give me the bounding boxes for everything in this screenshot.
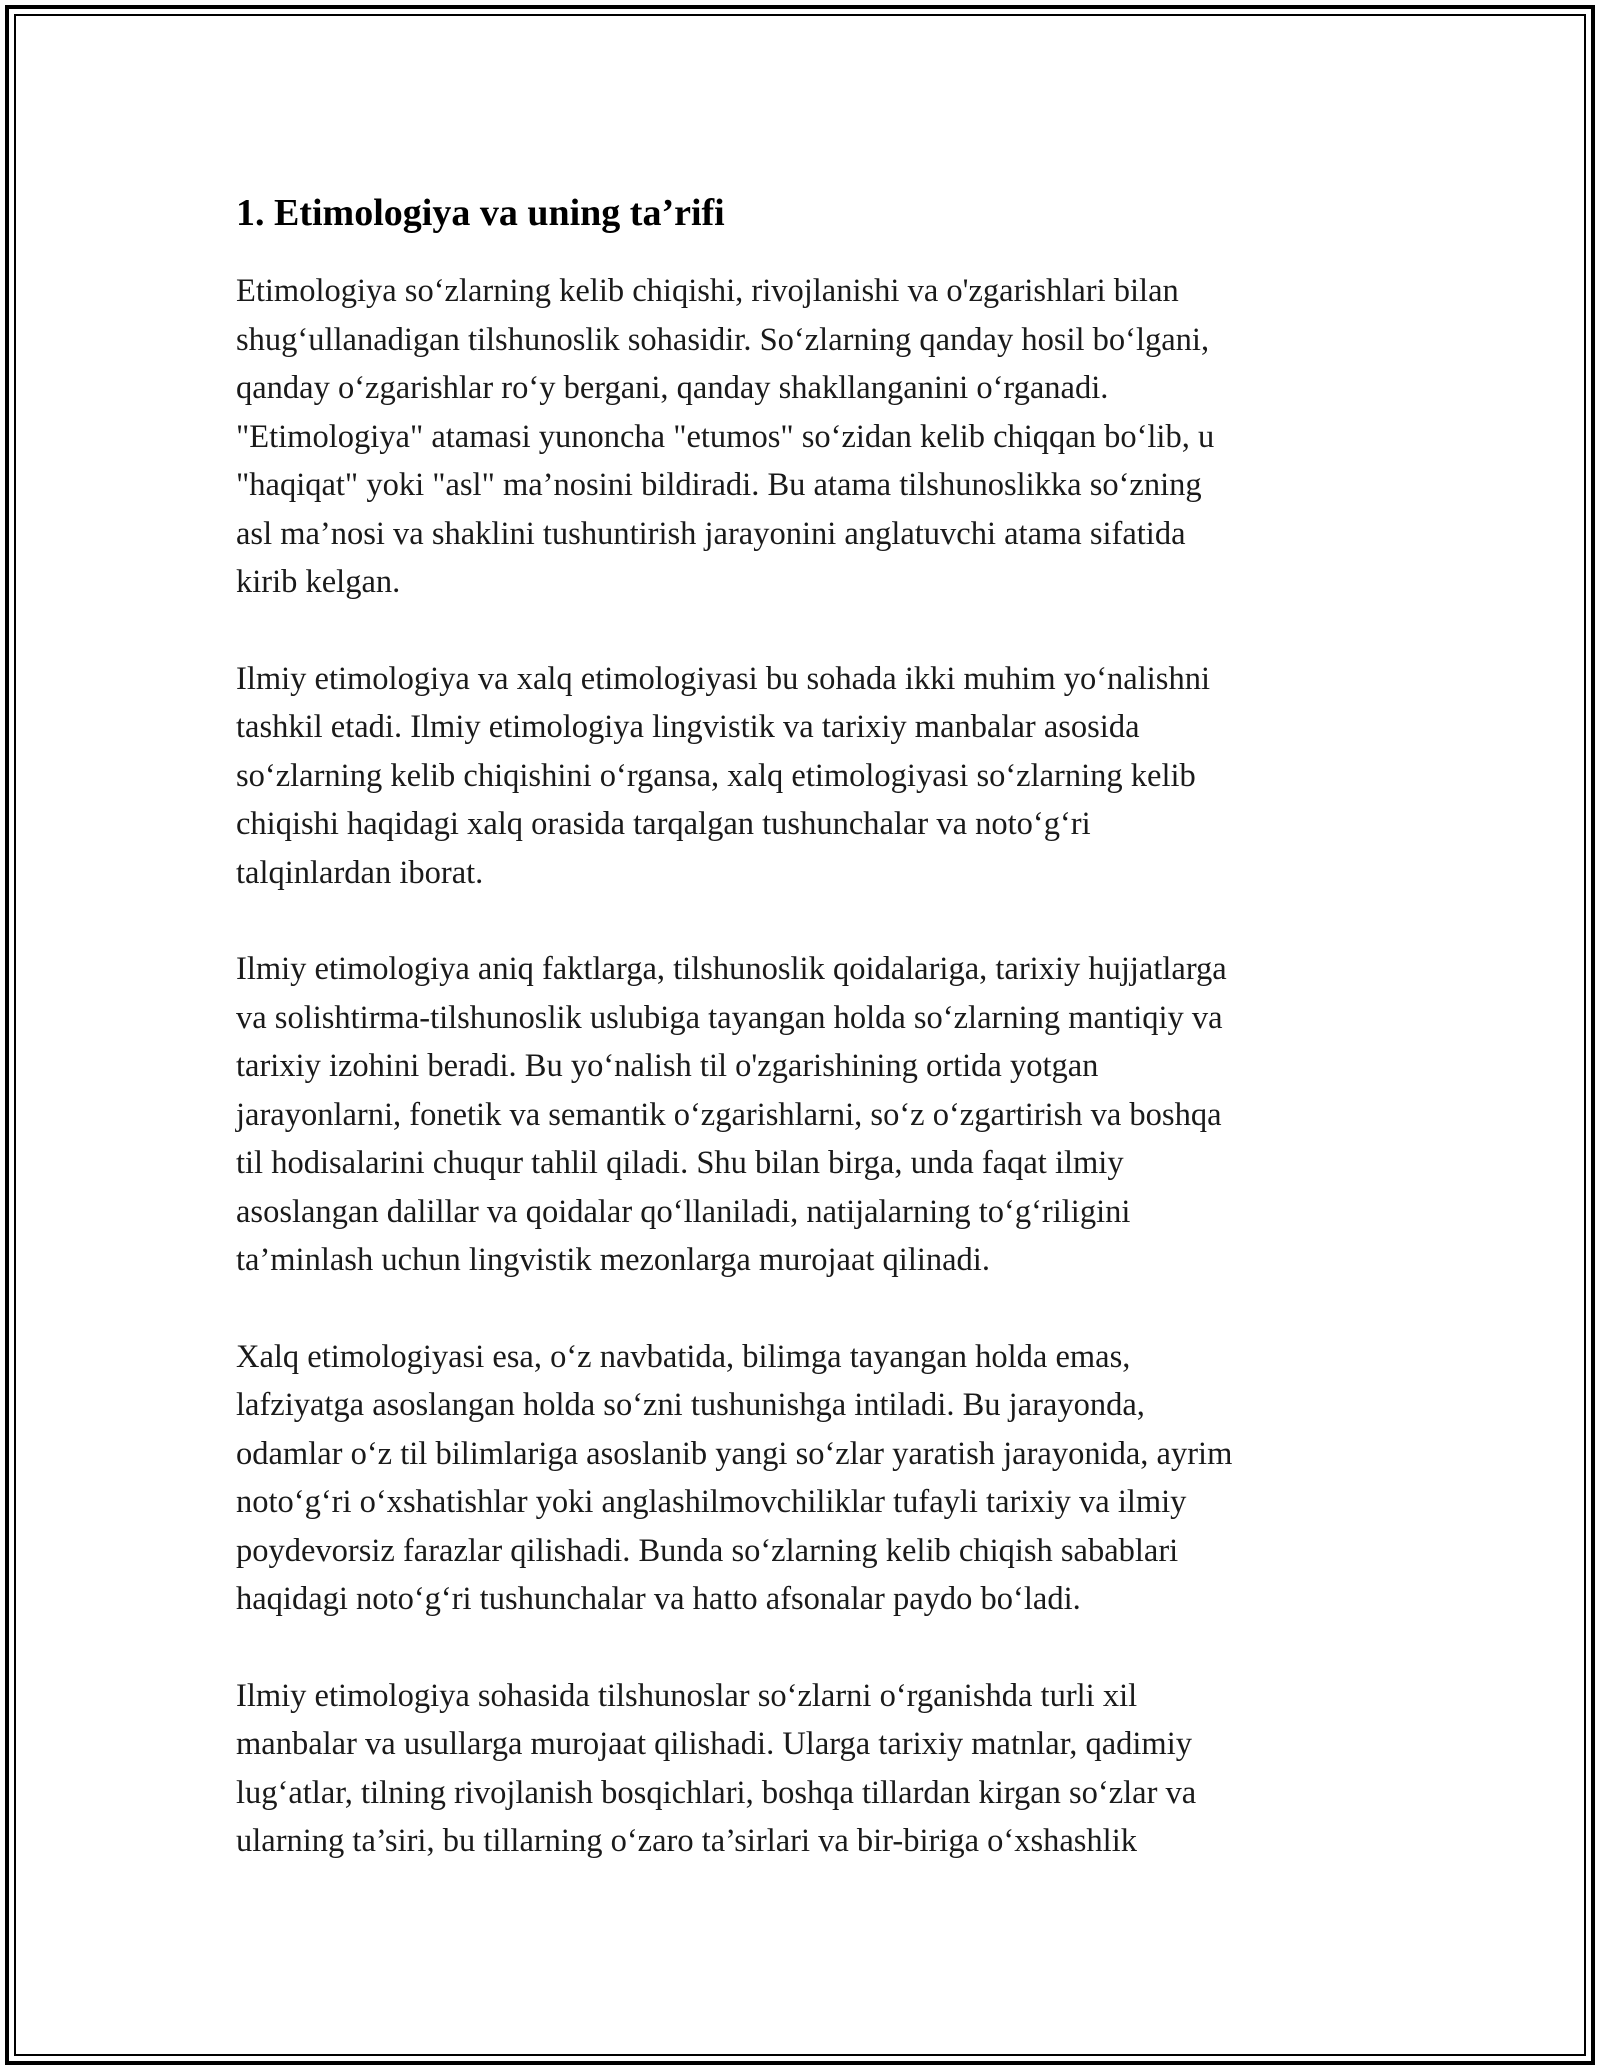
paragraph-sources-methods: Ilmiy etimologiya sohasida tilshunoslar so‘zlarni o‘rganishda turli xil manbalar va usullarga murojaat qilishadi. Ularga tarixiy matnlar, qadimiy lug‘atlar, tilning rivojlanish bosqichlari, boshqa tillardan kirgan so‘zlar va ularning ta’siri, bu tillarning o‘zaro ta’sirlari va bir-biriga o‘xshashlik: [236, 1677, 1197, 1859]
document-body: [236, 187, 1386, 1914]
paragraph-scientific-etymology: Ilmiy etimologiya aniq faktlarga, tilshunoslik qoidalariga, tarixiy hujjatlarga va solishtirma-tilshunoslik uslubiga tayangan holda so‘zlarning mantiqiy va tarixiy izohini beradi. Bu yo‘nalish til o'zgarishining ortida yotgan jarayonlarni, fonetik va semantik o‘zgarishlarni, so‘z o‘zgartirish va boshqa til hodisalarini chuqur tahlil qiladi. Shu bilan birga, unda faqat ilmiy asoslangan dalillar va qoidalar qo‘llaniladi, natijalarning to‘g‘riligini ta’minlash uchun lingvistik mezonlarga murojaat qilinadi.: [236, 951, 1227, 1278]
paragraph-definition: Etimologiya so‘zlarning kelib chiqishi, rivojlanishi va o'zgarishlari bilan shug‘ullanadigan tilshunoslik sohasidir. So‘zlarning qanday hosil bo‘lgani, qanday o‘zgarishlar ro‘y bergani, qanday shakllanganini o‘rganadi. "Etimologiya" atamasi yunoncha "etumos" so‘zidan kelib chiqqan bo‘lib, u "haqiqat" yoki "asl" ma’nosini bildiradi. Bu atama tilshunoslikka so‘zning asl ma’nosi va shaklini tushuntirish jarayonini anglatuvchi atama sifatida kirib kelgan.: [236, 273, 1215, 600]
section-heading: 1. Etimologiya va uning ta’rifi: [236, 192, 725, 234]
paragraph-folk-etymology: Xalq etimologiyasi esa, o‘z navbatida, bilimga tayangan holda emas, lafziyatga asoslangan holda so‘zni tushunishga intiladi. Bu jarayonda, odamlar o‘z til bilimlariga asoslanib yangi so‘zlar yaratish jarayonida, ayrim noto‘g‘ri o‘xshatishlar yoki anglashilmovchiliklar tufayli tarixiy va ilmiy poydevorsiz farazlar qilishadi. Bunda so‘zlarning kelib chiqish sabablari haqidagi noto‘g‘ri tushunchalar va hatto afsonalar paydo bo‘ladi.: [236, 1338, 1233, 1617]
paragraph-two-directions: Ilmiy etimologiya va xalq etimologiyasi bu sohada ikki muhim yo‘nalishni tashkil etadi. Ilmiy etimologiya lingvistik va tarixiy manbalar asosida so‘zlarning kelib chiqishini o‘rgansa, xalq etimologiyasi so‘zlarning kelib chiqishi haqidagi xalq orasida tarqalgan tushunchalar va noto‘g‘ri talqinlardan iborat.: [236, 660, 1210, 891]
